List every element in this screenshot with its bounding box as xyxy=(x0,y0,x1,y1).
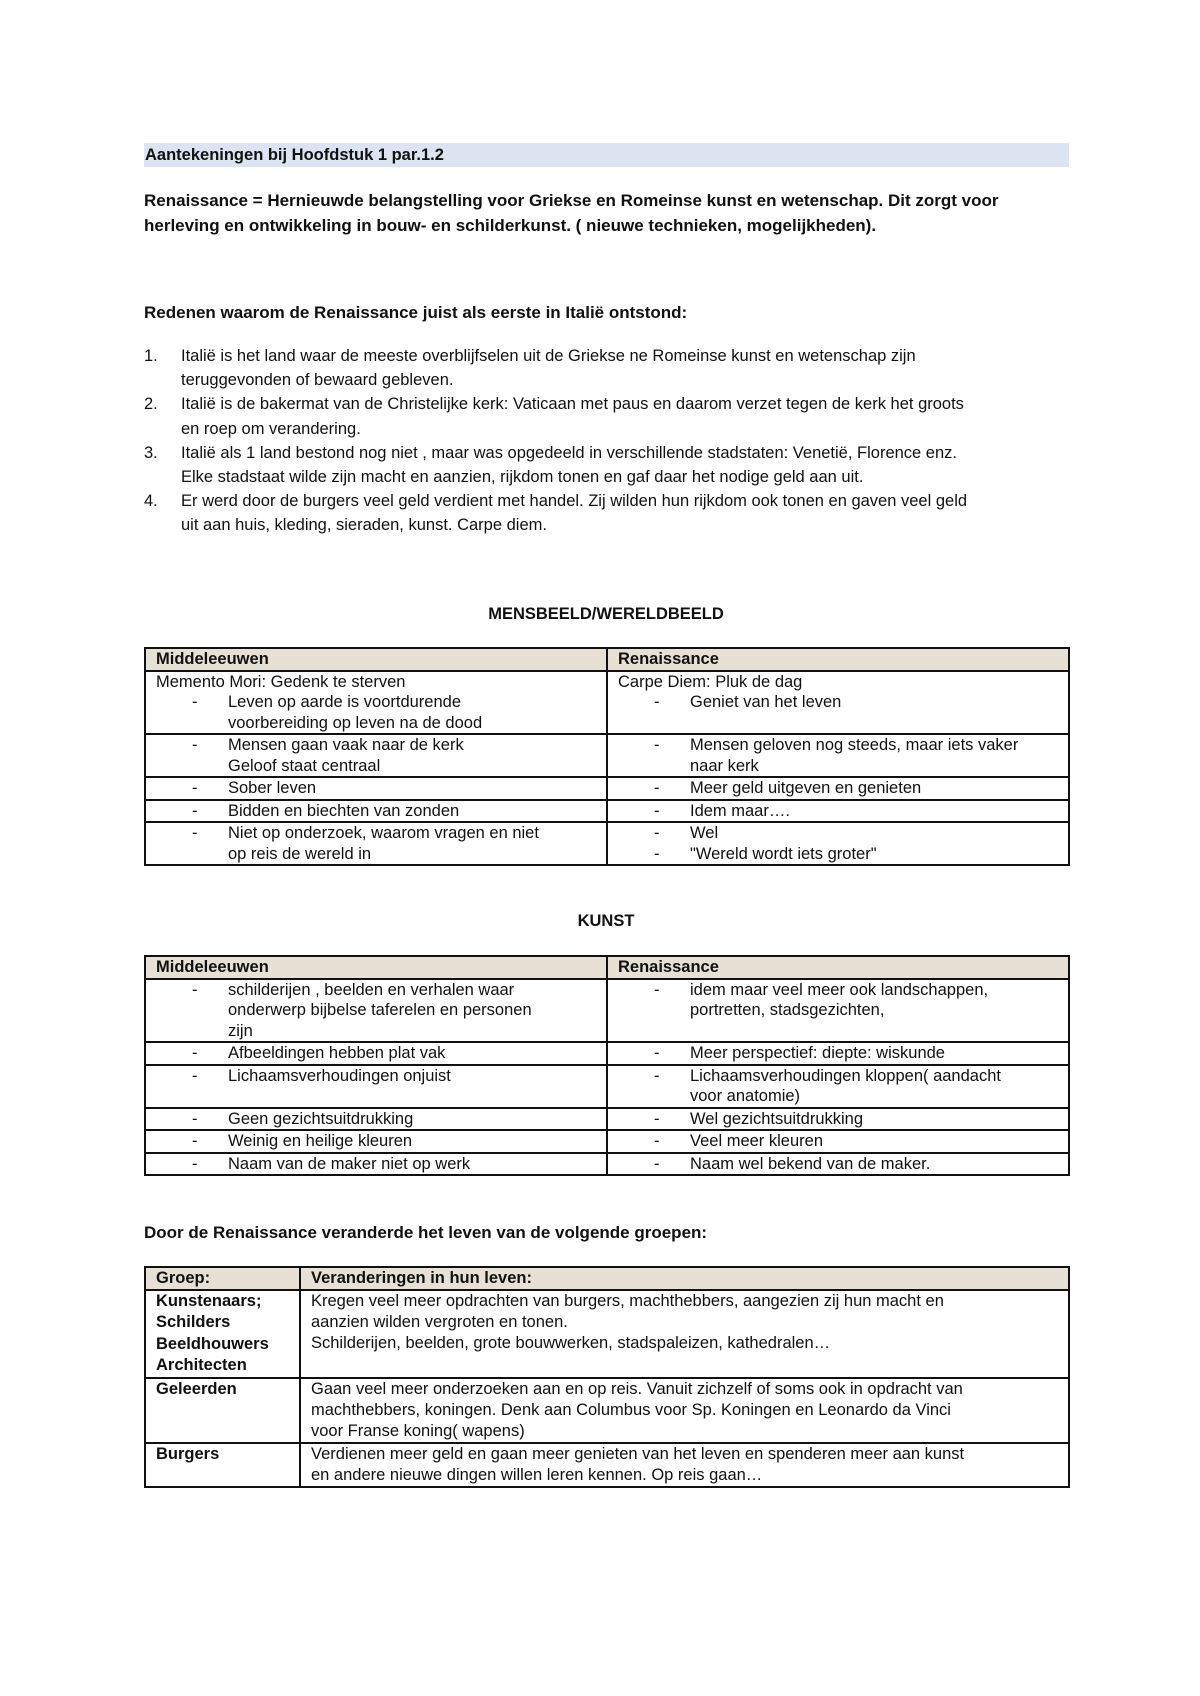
cell-text: Veel meer kleuren xyxy=(690,1132,823,1150)
reason-line: Er werd door de burgers veel geld verdient met handel. Zij wilden hun rijkdom ook tonen en gaven veel geld xyxy=(181,492,968,511)
table-row xyxy=(145,979,1069,1043)
bullet-item: - Mensen geloven nog steeds, maar iets vaker xyxy=(618,735,1062,756)
table-cell xyxy=(607,1153,1069,1176)
group-desc: en andere nieuwe dingen willen leren kennen. Op reis gaan… xyxy=(311,1465,763,1484)
cell-text: op reis de wereld in xyxy=(228,844,372,863)
header-renaissance: Renaissance xyxy=(607,648,1069,671)
header-middeleeuwen: Middeleeuwen xyxy=(145,648,607,671)
intro-paragraph xyxy=(144,188,1074,238)
table-cell xyxy=(145,1065,607,1108)
table-cell xyxy=(145,1108,607,1131)
cell-text: Sober leven xyxy=(228,779,317,797)
group-name: Schilders xyxy=(156,1313,231,1331)
table-header-row xyxy=(145,648,1069,671)
cell-text: Geniet van het leven xyxy=(690,693,842,711)
bullet-item: - Weinig en heilige kleuren xyxy=(156,1131,600,1152)
reason-item xyxy=(144,344,1074,392)
intro-line: Renaissance = Hernieuwde belangstelling voor Griekse en Romeinse kunst en wetenschap. Dit zorgt voor xyxy=(144,191,999,210)
kunst-table xyxy=(144,955,1070,1176)
cell-text: Geen gezichtsuitdrukking xyxy=(228,1109,414,1128)
group-desc-cell xyxy=(300,1378,1069,1443)
header-renaissance: Renaissance xyxy=(607,956,1069,979)
cell-text: Lichaamsverhoudingen kloppen( aandacht xyxy=(690,1066,1001,1085)
cell-text: Meer geld uitgeven en genieten xyxy=(690,779,922,797)
reasons-list xyxy=(144,344,1074,538)
cell-text: Naam wel bekend van de maker. xyxy=(690,1154,931,1173)
group-name: Kunstenaars; xyxy=(156,1291,262,1310)
cell-text: zijn xyxy=(228,1021,253,1040)
cell-text: naar kerk xyxy=(690,756,759,775)
reason-item xyxy=(144,441,1074,489)
table-cell xyxy=(607,800,1069,823)
cell-text: Mensen gaan vaak naar de kerk xyxy=(228,736,464,754)
cell-text: Geloof staat centraal xyxy=(228,756,381,775)
table-row xyxy=(145,1378,1069,1443)
group-desc: aanzien wilden vergroten en tonen. xyxy=(311,1312,568,1331)
reason-line: Italië is het land waar de meeste overblijfselen uit de Griekse ne Romeinse kunst en wetenschap zijn xyxy=(181,347,916,365)
table-cell xyxy=(145,1153,607,1176)
group-desc-cell xyxy=(300,1443,1069,1487)
group-cell xyxy=(145,1443,300,1487)
groups-heading: Door de Renaissance veranderde het leven van de volgende groepen: xyxy=(144,1223,708,1242)
cell-text: Wel xyxy=(690,824,719,842)
bullet-item: - Niet op onderzoek, waarom vragen en niet xyxy=(156,823,600,844)
bullet-item: - Meer geld uitgeven en genieten xyxy=(618,778,1062,799)
reason-line: Italië als 1 land bestond nog niet , maar was opgedeeld in verschillende stadstaten: Venetië, Florence enz. xyxy=(181,443,957,462)
cell-intro-text: Memento Mori: Gedenk te sterven xyxy=(156,672,406,691)
reason-line: Elke stadstaat wilde zijn macht en aanzien, rijkdom tonen en gaf daar het nodige geld aan uit. xyxy=(181,468,864,487)
reason-item xyxy=(144,489,1074,537)
cell-text: Wel gezichtsuitdrukking xyxy=(690,1109,864,1128)
table-cell xyxy=(607,1065,1069,1108)
bullet-item: - idem maar veel meer ook landschappen, xyxy=(618,980,1062,1001)
table-row xyxy=(145,1065,1069,1108)
table-header-row xyxy=(145,956,1069,979)
table-row xyxy=(145,1153,1069,1176)
cell-text: Bidden en biechten van zonden xyxy=(228,801,460,820)
group-name: Beeldhouwers xyxy=(156,1334,269,1353)
cell-text: Niet op onderzoek, waarom vragen en niet xyxy=(228,824,539,842)
table-cell xyxy=(145,822,607,865)
table-cell xyxy=(145,1130,607,1153)
table-cell xyxy=(607,734,1069,777)
bullet-item: - Meer perspectief: diepte: wiskunde xyxy=(618,1043,1062,1064)
cell-text: voor anatomie) xyxy=(690,1087,801,1105)
table-row xyxy=(145,1130,1069,1153)
bullet-item: - Bidden en biechten van zonden xyxy=(156,801,600,822)
reason-number: 3. xyxy=(144,443,158,462)
table-row xyxy=(145,800,1069,823)
cell-text: portretten, stadsgezichten, xyxy=(690,1001,885,1019)
cell-text: schilderijen , beelden en verhalen waar xyxy=(228,980,515,999)
table-row xyxy=(145,1108,1069,1131)
table-cell xyxy=(607,1108,1069,1131)
intro-line: herleving en ontwikkeling in bouw- en schilderkunst. ( nieuwe technieken, mogelijkheden). xyxy=(144,216,877,235)
group-desc: machthebbers, koningen. Denk aan Columbus voor Sp. Koningen en Leonardo da Vinci xyxy=(311,1400,951,1419)
group-desc: Gaan veel meer onderzoeken aan en op reis. Vanuit zichzelf of soms ook in opdracht van xyxy=(311,1379,963,1398)
table-cell xyxy=(607,1130,1069,1153)
bullet-item: - Mensen gaan vaak naar de kerk xyxy=(156,735,600,756)
cell-text: idem maar veel meer ook landschappen, xyxy=(690,980,989,999)
reason-line: uit aan huis, kleding, sieraden, kunst. Carpe diem. xyxy=(181,516,547,535)
table-row xyxy=(145,1443,1069,1487)
reason-line: Italië is de bakermat van de Christelijke kerk: Vaticaan met paus en daarom verzet tegen de kerk het groots xyxy=(181,395,964,414)
bullet-item: - Sober leven xyxy=(156,778,600,799)
table-cell xyxy=(607,777,1069,800)
header-veranderingen: Veranderingen in hun leven: xyxy=(300,1267,1069,1290)
reason-line: en roep om verandering. xyxy=(181,419,361,438)
table-row xyxy=(145,1290,1069,1378)
table-cell xyxy=(145,800,607,823)
group-name: Geleerden xyxy=(156,1379,237,1398)
bullet-item: - Wel gezichtsuitdrukking xyxy=(618,1109,1062,1130)
group-name: Architecten xyxy=(156,1356,247,1374)
cell-text: Naam van de maker niet op werk xyxy=(228,1154,471,1173)
kunst-title: KUNST xyxy=(577,912,635,930)
cell-text: Mensen geloven nog steeds, maar iets vaker xyxy=(690,736,1019,754)
page-title: Aantekeningen bij Hoofdstuk 1 par.1.2 xyxy=(144,143,1069,167)
bullet-item: - Veel meer kleuren xyxy=(618,1131,1062,1152)
groups-table xyxy=(144,1266,1070,1488)
reason-number: 1. xyxy=(144,347,158,365)
reason-number: 2. xyxy=(144,395,158,414)
bullet-item: - Wel xyxy=(618,823,1062,844)
cell-text: Afbeeldingen hebben plat vak xyxy=(228,1044,446,1062)
table-cell xyxy=(145,671,607,735)
table-header-row xyxy=(145,1267,1069,1290)
bullet-item: - Geen gezichtsuitdrukking xyxy=(156,1109,600,1130)
bullet-item: - Naam van de maker niet op werk xyxy=(156,1154,600,1175)
cell-text: Lichaamsverhoudingen onjuist xyxy=(228,1066,451,1085)
cell-text: Leven op aarde is voortdurende xyxy=(228,693,461,711)
bullet-item: - Geniet van het leven xyxy=(618,692,1062,713)
table-cell xyxy=(145,734,607,777)
group-cell xyxy=(145,1378,300,1443)
bullet-item: - "Wereld wordt iets groter" xyxy=(618,844,1062,865)
group-desc: Kregen veel meer opdrachten van burgers, machthebbers, aangezien zij hun macht en xyxy=(311,1291,944,1310)
group-desc: Verdienen meer geld en gaan meer genieten van het leven en spenderen meer aan kunst xyxy=(311,1444,965,1463)
mensbeeld-table xyxy=(144,647,1070,866)
group-name: Burgers xyxy=(156,1444,220,1463)
reason-line: teruggevonden of bewaard gebleven. xyxy=(181,371,454,390)
table-row xyxy=(145,822,1069,865)
cell-text: voorbereiding op leven na de dood xyxy=(228,713,483,732)
table-cell xyxy=(145,777,607,800)
table-cell xyxy=(607,1042,1069,1065)
cell-text: "Wereld wordt iets groter" xyxy=(690,844,877,863)
bullet-item: - Lichaamsverhoudingen onjuist xyxy=(156,1066,600,1087)
table-cell xyxy=(607,822,1069,865)
reason-number: 4. xyxy=(144,492,158,511)
table-cell xyxy=(145,979,607,1043)
table-row xyxy=(145,1042,1069,1065)
group-cell xyxy=(145,1290,300,1378)
table-row xyxy=(145,734,1069,777)
group-desc: voor Franse koning( wapens) xyxy=(311,1421,525,1440)
table-cell xyxy=(607,671,1069,735)
bullet-item: - Leven op aarde is voortdurende xyxy=(156,692,600,713)
group-desc: Schilderijen, beelden, grote bouwwerken, stadspaleizen, kathedralen… xyxy=(311,1333,831,1352)
mensbeeld-title: MENSBEELD/WERELDBEELD xyxy=(488,605,724,623)
bullet-item: - Lichaamsverhoudingen kloppen( aandacht xyxy=(618,1066,1062,1087)
table-cell xyxy=(145,1042,607,1065)
cell-text: onderwerp bijbelse taferelen en personen xyxy=(228,1001,532,1019)
table-cell xyxy=(607,979,1069,1043)
table-row xyxy=(145,777,1069,800)
cell-text: Weinig en heilige kleuren xyxy=(228,1132,413,1150)
group-desc-cell xyxy=(300,1290,1069,1378)
bullet-item: - Afbeeldingen hebben plat vak xyxy=(156,1043,600,1064)
header-middeleeuwen: Middeleeuwen xyxy=(145,956,607,979)
header-groep: Groep: xyxy=(145,1267,300,1290)
bullet-item: - Idem maar…. xyxy=(618,801,1062,822)
bullet-item: - schilderijen , beelden en verhalen waar xyxy=(156,980,600,1001)
table-row xyxy=(145,671,1069,735)
reason-item xyxy=(144,392,1074,440)
reasons-heading: Redenen waarom de Renaissance juist als eerste in Italië ontstond: xyxy=(144,303,688,322)
bullet-item: - Naam wel bekend van de maker. xyxy=(618,1154,1062,1175)
cell-text: Idem maar…. xyxy=(690,801,790,820)
cell-intro-text: Carpe Diem: Pluk de dag xyxy=(618,672,803,691)
cell-text: Meer perspectief: diepte: wiskunde xyxy=(690,1044,945,1062)
